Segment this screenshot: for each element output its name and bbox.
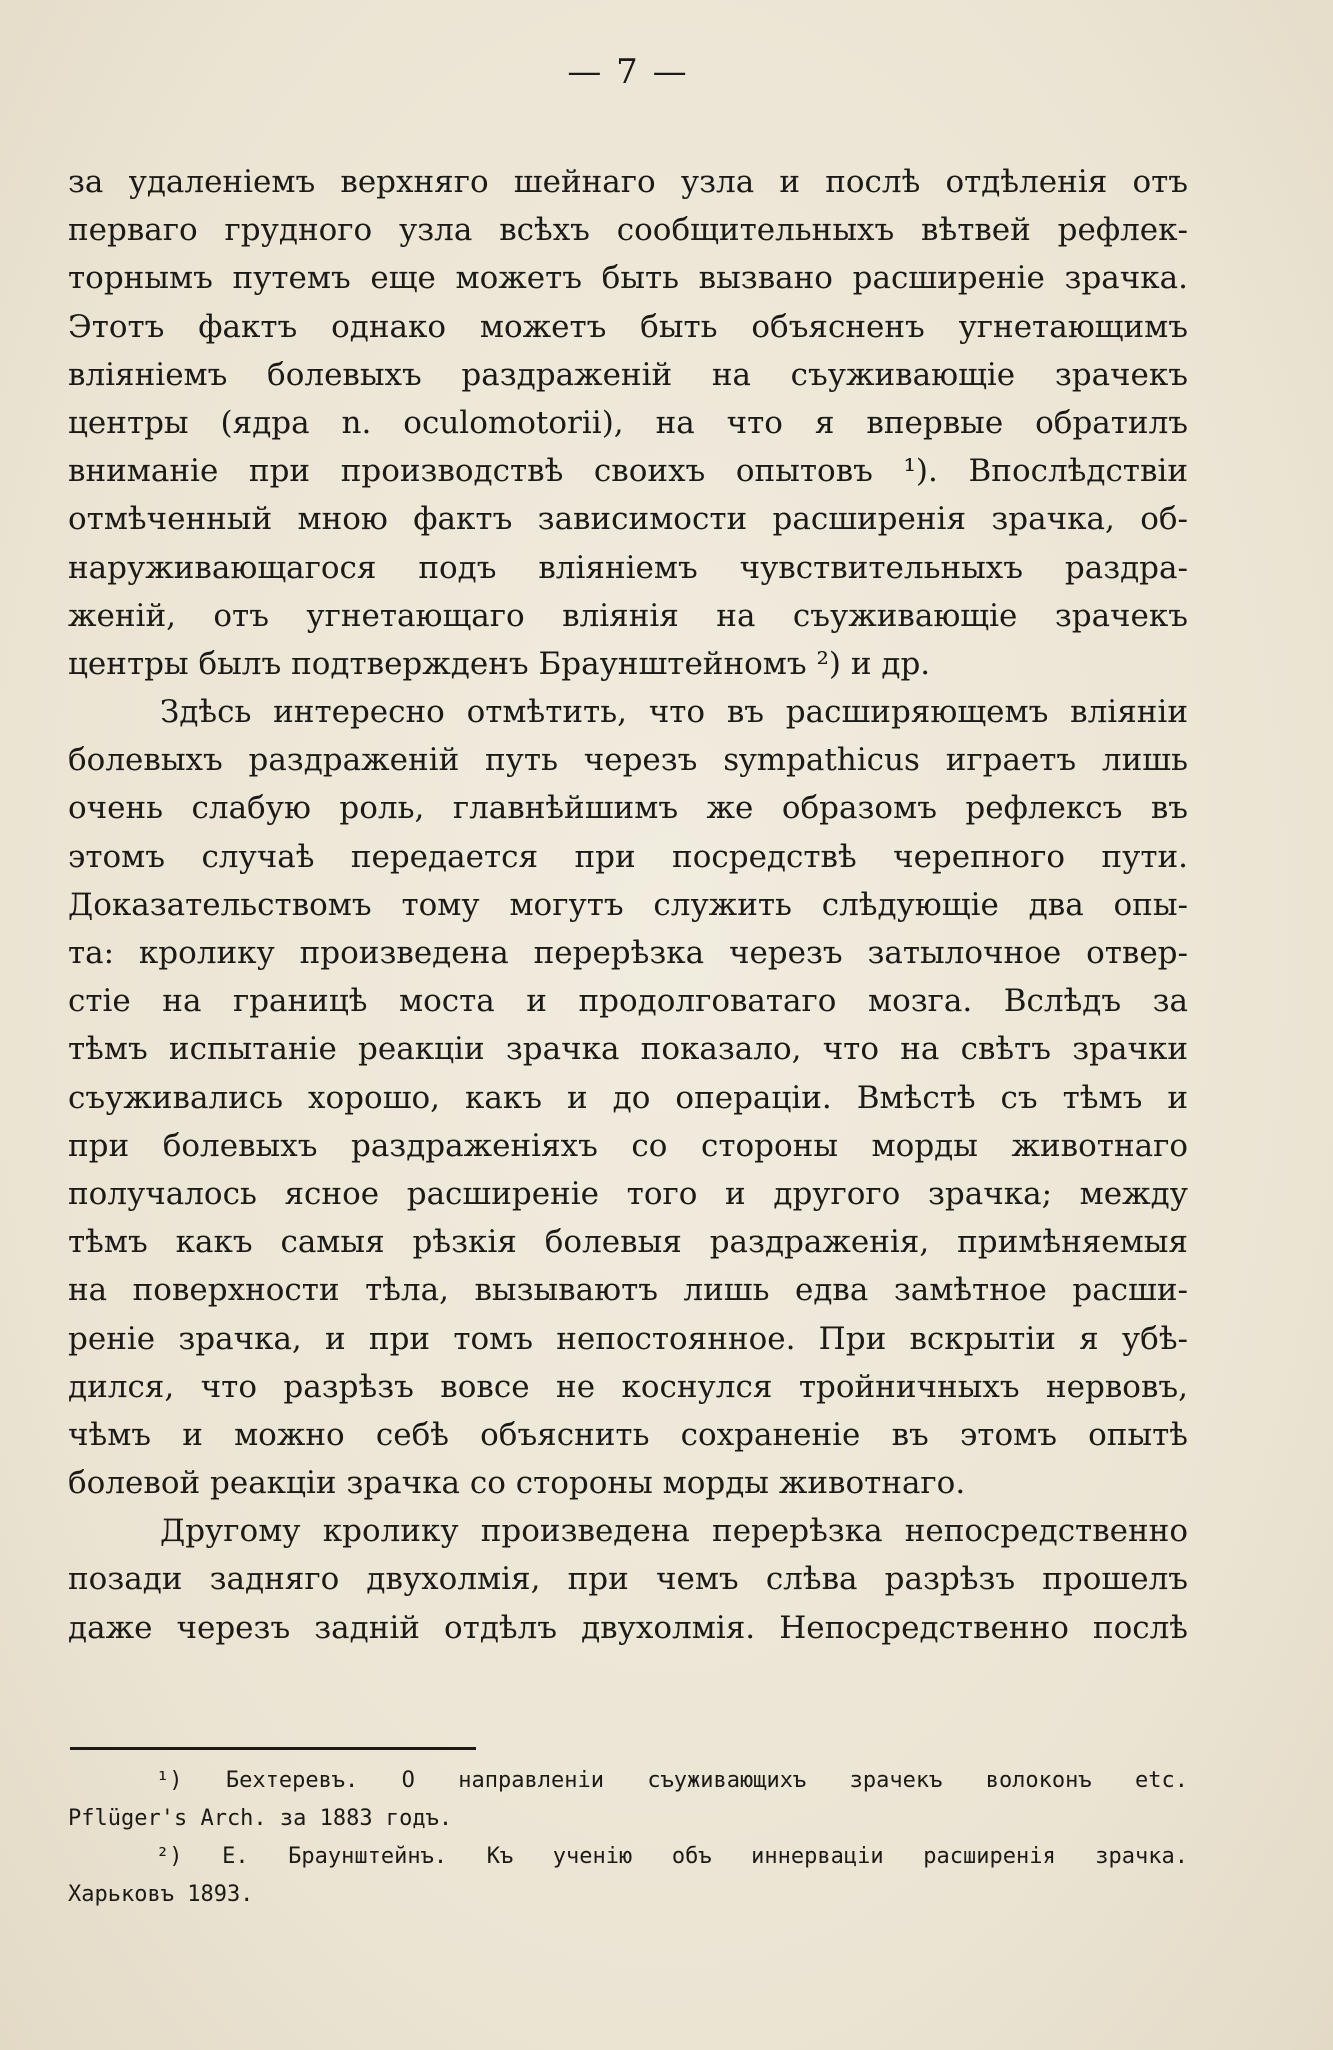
footnotes bbox=[68, 1762, 1188, 1914]
text-line: Здѣсь интересно отмѣтить, что въ расширяющемъ вліяніи bbox=[160, 694, 1188, 731]
text-line: торнымъ путемъ еще можетъ быть вызвано расширеніе зрачка. bbox=[68, 260, 1188, 297]
text-line: отмѣченный мною фактъ зависимости расширенія зрачка, об- bbox=[68, 501, 1188, 538]
text-line: центры (ядра n. oculomotorii), на что я впервые обратилъ bbox=[68, 404, 1188, 441]
text-line: тѣмъ испытаніе реакціи зрачка показало, что на свѣтъ зрачки bbox=[68, 1031, 1188, 1068]
text-line: на поверхности тѣла, вызываютъ лишь едва замѣтное расши- bbox=[68, 1272, 1188, 1309]
text-line: вліяніемъ болевыхъ раздраженій на съуживающіе зрачекъ bbox=[68, 356, 1188, 393]
text-line: тѣмъ какъ самыя рѣзкія болевыя раздраженія, примѣняемыя bbox=[68, 1224, 1188, 1261]
text-line: реніе зрачка, и при томъ непостоянное. При вскрытіи я убѣ- bbox=[68, 1320, 1188, 1357]
text-line: съуживались хорошо, какъ и до операціи. Вмѣстѣ съ тѣмъ и bbox=[68, 1079, 1188, 1116]
text-line: перваго грудного узла всѣхъ сообщительныхъ вѣтвей рефлек- bbox=[68, 212, 1188, 249]
text-line: даже черезъ задній отдѣлъ двухолмія. Непосредственно послѣ bbox=[68, 1609, 1188, 1646]
text-line: за удаленіемъ верхняго шейнаго узла и послѣ отдѣленія отъ bbox=[68, 164, 1188, 200]
text-line: Доказательствомъ тому могутъ служить слѣдующіе два опы- bbox=[68, 886, 1188, 923]
text-line: позади задняго двухолмія, при чемъ слѣва разрѣзъ прошелъ bbox=[68, 1561, 1188, 1598]
page-number: — 7 — bbox=[567, 52, 689, 92]
text-line: наруживающагося подъ вліяніемъ чувствительныхъ раздра- bbox=[68, 549, 1188, 586]
text-line: получалось ясное расширеніе того и другого зрачка; между bbox=[68, 1175, 1188, 1212]
text-line: та: кролику произведена перерѣзка черезъ затылочное отвер- bbox=[68, 935, 1188, 971]
text-line: болевой реакціи зрачка со стороны морды животнаго. bbox=[68, 1465, 966, 1502]
text-line: стіе на границѣ моста и продолговатаго мозга. Вслѣдъ за bbox=[68, 983, 1188, 1020]
text-line: этомъ случаѣ передается при посредствѣ черепного пути. bbox=[68, 838, 1188, 875]
text-line: женій, отъ угнетающаго вліянія на съуживающіе зрачекъ bbox=[68, 597, 1188, 634]
footnote-line: Pflüger's Arch. за 1883 годъ. bbox=[68, 1806, 453, 1831]
text-line: вниманіе при производствѣ своихъ опытовъ ¹). Впослѣдствіи bbox=[68, 453, 1188, 490]
text-line: центры былъ подтвержденъ Браунштейномъ ²) и др. bbox=[68, 645, 931, 682]
text-line: Другому кролику произведена перерѣзка непосредственно bbox=[160, 1513, 1188, 1550]
text-line: Этотъ фактъ однако можетъ быть объясненъ угнетающимъ bbox=[68, 308, 1188, 345]
footnote-line: ²) Е. Браунштейнъ. Къ ученію объ иннерваціи расширенія зрачка. bbox=[156, 1844, 1188, 1869]
body-text bbox=[68, 158, 1188, 1652]
footnote-divider bbox=[70, 1747, 476, 1750]
text-line: болевыхъ раздраженій путь черезъ sympathicus играетъ лишь bbox=[68, 742, 1188, 779]
text-line: очень слабую роль, главнѣйшимъ же образомъ рефлексъ въ bbox=[68, 790, 1188, 827]
footnote-line: Харьковъ 1893. bbox=[68, 1882, 254, 1907]
text-line: дился, что разрѣзъ вовсе не коснулся тройничныхъ нервовъ, bbox=[68, 1368, 1188, 1405]
text-line: чѣмъ и можно себѣ объяснить сохраненіе въ этомъ опытѣ bbox=[68, 1416, 1188, 1453]
footnote-line: ¹) Бехтеревъ. О направленіи съуживающихъ зрачекъ волоконъ etc. bbox=[156, 1768, 1188, 1793]
text-line: при болевыхъ раздраженіяхъ со стороны морды животнаго bbox=[68, 1127, 1188, 1164]
